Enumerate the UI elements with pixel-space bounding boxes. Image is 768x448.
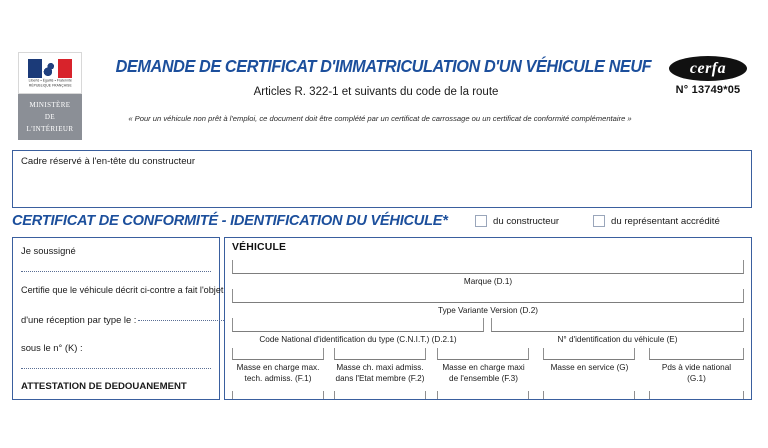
field-cnit-input[interactable] — [232, 318, 484, 332]
field-masse-f3-label-line1: Masse en charge maxi — [442, 363, 525, 372]
checkbox-constructeur[interactable] — [475, 215, 559, 227]
field-pds-vide-g1-label-line1: Pds à vide national — [661, 363, 732, 372]
label-reception-par-type — [21, 314, 234, 325]
field-masse-f1-label — [227, 362, 329, 384]
french-republic-flag-icon — [18, 52, 82, 94]
field-bottom-row-1-input[interactable] — [232, 391, 324, 400]
field-masse-f2-input[interactable] — [334, 348, 426, 360]
field-type-variante-version-label: Type Variante Version (D.2) — [438, 306, 538, 315]
ministry-line-1: MINISTÈRE — [29, 100, 71, 109]
checkbox-constructeur-label: du constructeur — [493, 215, 560, 227]
republic-devise — [28, 79, 71, 88]
dotted-line-soussigne[interactable] — [21, 271, 211, 272]
checkbox-representant-accredite[interactable] — [593, 215, 720, 227]
ministry-line-3: L'INTÉRIEUR — [26, 125, 74, 134]
label-sous-le-numero: sous le n° (K) : — [21, 342, 83, 353]
certificate-section-bar — [12, 213, 752, 233]
field-pds-vide-g1-label-line2: (G.1) — [687, 374, 706, 384]
field-bottom-row-2-input[interactable] — [334, 391, 426, 400]
label-je-soussigne: Je soussigné — [21, 245, 76, 256]
field-pds-vide-g1-label — [645, 362, 748, 384]
label-reception-text: d'une réception par type le : — [21, 314, 137, 325]
constructor-header-label: Cadre réservé à l'en-tête du constructeur — [21, 156, 196, 167]
field-masse-f2-label — [327, 362, 433, 384]
field-bottom-row-5-input[interactable] — [649, 391, 744, 400]
field-type-variante-version-input[interactable] — [232, 289, 744, 303]
field-masse-f2-label-line1: Masse ch. maxi admiss. — [336, 363, 424, 372]
cerfa-number: N° 13749*05 — [675, 84, 741, 96]
ministry-logo — [18, 52, 82, 140]
field-masse-f3-label — [431, 362, 536, 384]
cerfa-logo: cerfa — [669, 56, 747, 81]
field-masse-service-g-input[interactable] — [543, 348, 635, 360]
dotted-line-numero[interactable] — [21, 368, 211, 369]
page-note: « Pour un véhicule non prêt à l'emploi, ce document doit être complété par un certificat de carrossage ou un certificat de conformité complémentaire » — [128, 114, 632, 123]
field-bottom-row-4-input[interactable] — [543, 391, 635, 400]
marianne-profile-icon — [43, 61, 56, 76]
checkbox-representant-accredite-label: du représentant accrédité — [611, 215, 720, 227]
ministry-line-2: DE — [44, 112, 56, 121]
checkbox-representant-accredite-box[interactable] — [593, 215, 605, 227]
devise-line-1: Liberté • Égalité • Fraternité — [28, 78, 72, 83]
field-marque-input[interactable] — [232, 260, 744, 274]
field-marque-label: Marque (D.1) — [463, 277, 513, 286]
field-bottom-row-3-input[interactable] — [437, 391, 529, 400]
dotted-line-reception[interactable] — [138, 320, 234, 321]
field-masse-f2-label-line2: dans l'Etat membre (F.2) — [335, 374, 425, 384]
vehicle-column — [224, 237, 752, 400]
cerfa-block — [662, 56, 754, 96]
field-cnit-label: Code National d'identification du type (C.N.I.T.) (D.2.1) — [259, 335, 457, 344]
field-masse-service-g-label-line1: Masse en service (G) — [550, 363, 629, 372]
section-title: CERTIFICAT DE CONFORMITÉ - IDENTIFICATION DU VÉHICULE* — [12, 213, 448, 229]
field-masse-f1-label-line1: Masse en charge max. — [236, 363, 320, 372]
field-pds-vide-g1-input[interactable] — [649, 348, 744, 360]
document-header — [0, 44, 768, 142]
marianne-icon — [28, 59, 72, 78]
flag-white-band — [42, 59, 58, 78]
constructor-header-box[interactable] — [12, 150, 752, 208]
field-masse-f1-input[interactable] — [232, 348, 324, 360]
declaration-column — [12, 237, 224, 400]
field-masse-f3-input[interactable] — [437, 348, 529, 360]
vehicle-heading: VÉHICULE — [232, 242, 287, 253]
label-attestation-dedouanement: ATTESTATION DE DEDOUANEMENT — [21, 381, 187, 392]
field-masse-f1-label-line2: tech. admiss. (F.1) — [244, 374, 312, 384]
flag-blue-band — [28, 59, 42, 78]
checkbox-constructeur-box[interactable] — [475, 215, 487, 227]
flag-red-band — [58, 59, 72, 78]
field-vin-label: N° d'identification du véhicule (E) — [557, 335, 678, 344]
devise-line-2: RÉPUBLIQUE FRANÇAISE — [28, 83, 72, 88]
page-title: DEMANDE DE CERTIFICAT D'IMMATRICULATION D'UN VÉHICULE NEUF — [115, 56, 652, 76]
field-masse-service-g-label — [537, 362, 642, 373]
page-subtitle: Articles R. 322-1 et suivants du code de la route — [253, 86, 499, 98]
label-certifie: Certifie que le véhicule décrit ci-contre a fait l'objet — [21, 285, 224, 295]
field-masse-f3-label-line2: de l'ensemble (F.3) — [449, 374, 518, 384]
field-vin-input[interactable] — [491, 318, 744, 332]
